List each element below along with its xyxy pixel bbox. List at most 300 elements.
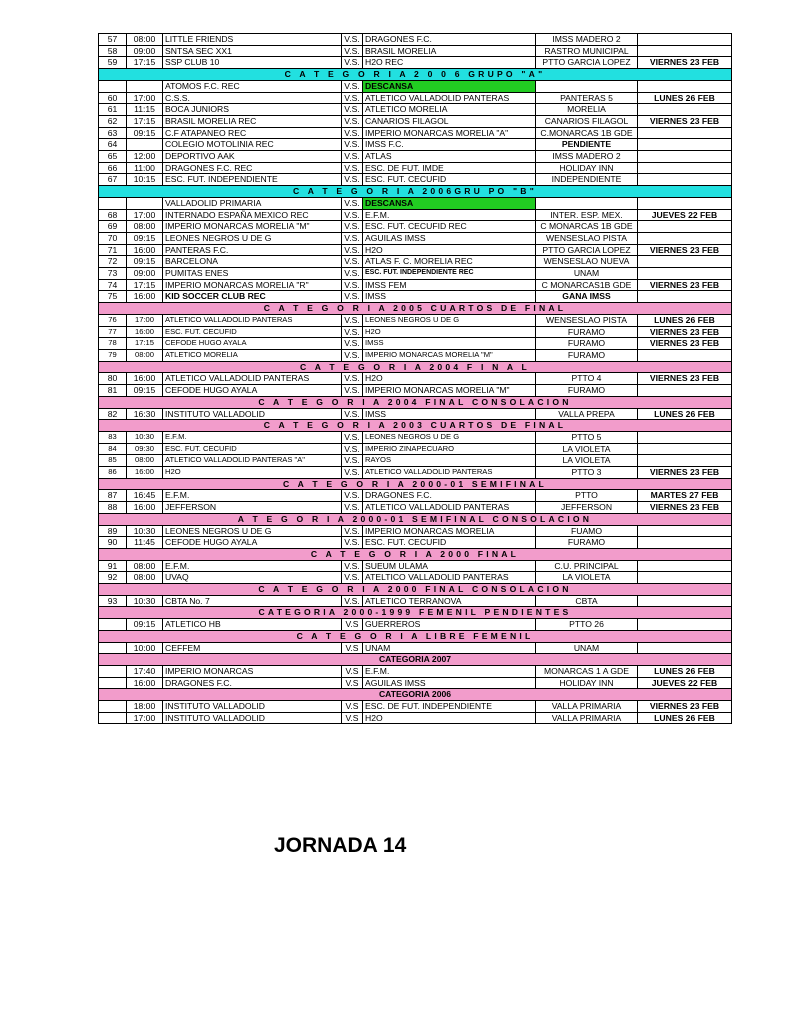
category-header: C A T E G O R I A LIBRE FEMENIL	[99, 630, 732, 642]
versus-label: V.S.	[342, 490, 363, 502]
match-row	[99, 431, 732, 443]
match-row	[99, 455, 732, 467]
venue: PTTO	[536, 490, 638, 502]
match-row	[99, 209, 732, 221]
match-row	[99, 127, 732, 139]
match-date: VIERNES 23 FEB	[638, 467, 732, 479]
match-number: 68	[99, 209, 127, 221]
versus-label: V.S.	[342, 595, 363, 607]
match-date: LUNES 26 FEB	[638, 92, 732, 104]
schedule-table	[98, 33, 732, 724]
match-time: 16:00	[127, 326, 163, 338]
away-team: ESC. DE FUT. INDEPENDIENTE	[363, 701, 536, 713]
versus-label: V.S.	[342, 431, 363, 443]
match-time: 17:00	[127, 314, 163, 326]
venue: FUAMO	[536, 525, 638, 537]
versus-label: V.S.	[342, 57, 363, 69]
category-header-row	[99, 689, 732, 701]
category-header: C A T E G O R I A 2000 FINAL CONSOLACION	[99, 584, 732, 596]
versus-label: V.S.	[342, 572, 363, 584]
category-header-row	[99, 607, 732, 619]
venue: VALLA PRIMARIA	[536, 701, 638, 713]
category-header: C A T E G O R I A 2003 CUARTOS DE FINAL	[99, 420, 732, 432]
home-team: E.F.M.	[163, 560, 342, 572]
venue: LA VIOLETA	[536, 443, 638, 455]
away-team: UNAM	[363, 642, 536, 654]
away-team: AGUILAS IMSS	[363, 677, 536, 689]
home-team: SNTSA SEC XX1	[163, 45, 342, 57]
match-row	[99, 326, 732, 338]
home-team: LEONES NEGROS U DE G	[163, 232, 342, 244]
match-row	[99, 314, 732, 326]
match-date	[638, 560, 732, 572]
home-team: IMPERIO MONARCAS MORELIA "M"	[163, 221, 342, 233]
match-number: 57	[99, 34, 127, 46]
match-number: 66	[99, 162, 127, 174]
venue: PENDIENTE	[536, 139, 638, 151]
match-date: VIERNES 23 FEB	[638, 502, 732, 514]
away-team: ESC. FUT. INDEPENDIENTE REC	[363, 268, 536, 280]
match-time: 10:15	[127, 174, 163, 186]
venue: HOLIDAY INN	[536, 162, 638, 174]
match-row	[99, 490, 732, 502]
home-team: DRAGONES F.C. REC	[163, 162, 342, 174]
venue: C MONARCAS1B GDE	[536, 279, 638, 291]
versus-label: V.S.	[342, 139, 363, 151]
match-time: 16:45	[127, 490, 163, 502]
match-number	[99, 197, 127, 209]
match-date: VIERNES 23 FEB	[638, 115, 732, 127]
home-team: CEFFEM	[163, 642, 342, 654]
match-date	[638, 537, 732, 549]
away-team: AGUILAS IMSS	[363, 232, 536, 244]
away-team: DESCANSA	[363, 80, 536, 92]
match-date	[638, 455, 732, 467]
venue: VALLA PREPA	[536, 408, 638, 420]
match-row	[99, 197, 732, 209]
match-time: 17:00	[127, 92, 163, 104]
venue: FURAMO	[536, 385, 638, 397]
home-team: CEFODE HUGO AYALA	[163, 338, 342, 350]
home-team: CEFODE HUGO AYALA	[163, 537, 342, 549]
match-date	[638, 256, 732, 268]
match-row	[99, 385, 732, 397]
match-row	[99, 221, 732, 233]
venue: PTTO 5	[536, 431, 638, 443]
match-row	[99, 115, 732, 127]
match-time: 08:00	[127, 221, 163, 233]
match-time: 11:45	[127, 537, 163, 549]
versus-label: V.S.	[342, 349, 363, 361]
venue: FURAMO	[536, 349, 638, 361]
versus-label: V.S.	[342, 385, 363, 397]
category-header: C A T E G O R I A 2005 CUARTOS DE FINAL	[99, 303, 732, 315]
category-header-row	[99, 186, 732, 198]
match-row	[99, 92, 732, 104]
away-team: E.F.M.	[363, 665, 536, 677]
versus-label: V.S.	[342, 268, 363, 280]
home-team: LEONES NEGROS U DE G	[163, 525, 342, 537]
home-team: SSP CLUB 10	[163, 57, 342, 69]
category-header-row	[99, 513, 732, 525]
category-header: C A T E G O R I A 2000 FINAL	[99, 548, 732, 560]
venue: INTER. ESP. MEX.	[536, 209, 638, 221]
match-date: LUNES 26 FEB	[638, 408, 732, 420]
match-time: 17:00	[127, 712, 163, 724]
match-row	[99, 701, 732, 713]
category-header: C A T E G O R I A 2 0 0 6 GRUPO "A"	[99, 69, 732, 81]
match-time: 16:30	[127, 408, 163, 420]
match-row	[99, 665, 732, 677]
home-team: KID SOCCER CLUB REC	[163, 291, 342, 303]
home-team: DEPORTIVO AAK	[163, 151, 342, 163]
venue: INDEPENDIENTE	[536, 174, 638, 186]
versus-label: V.S.	[342, 244, 363, 256]
match-number: 62	[99, 115, 127, 127]
match-date	[638, 127, 732, 139]
away-team: IMPERIO MONARCAS MORELIA "M"	[363, 349, 536, 361]
match-row	[99, 268, 732, 280]
venue: C.U. PRINCIPAL	[536, 560, 638, 572]
away-team: ATLETICO VALLADOLID PANTERAS	[363, 92, 536, 104]
match-time: 10:30	[127, 525, 163, 537]
match-time: 08:00	[127, 455, 163, 467]
away-team: GUERREROS	[363, 619, 536, 631]
match-row	[99, 139, 732, 151]
home-team: INTERNADO ESPAÑA MEXICO REC	[163, 209, 342, 221]
match-number: 79	[99, 349, 127, 361]
match-row	[99, 525, 732, 537]
match-number: 88	[99, 502, 127, 514]
jornada-title: JORNADA 14	[274, 834, 407, 857]
match-time: 10:00	[127, 642, 163, 654]
versus-label: V.S.	[342, 525, 363, 537]
match-row	[99, 677, 732, 689]
away-team: ESC. FUT. CECUFID	[363, 537, 536, 549]
venue	[536, 197, 638, 209]
home-team: INSTITUTO VALLADOLID	[163, 712, 342, 724]
away-team: IMPERIO ZINAPECUARO	[363, 443, 536, 455]
match-date	[638, 232, 732, 244]
away-team: RAYOS	[363, 455, 536, 467]
home-team: ATLETICO MORELIA	[163, 349, 342, 361]
versus-label: V.S.	[342, 455, 363, 467]
match-date	[638, 45, 732, 57]
category-header: C A T E G O R I A 2006GRU PO "B"	[99, 186, 732, 198]
match-number: 82	[99, 408, 127, 420]
match-number: 92	[99, 572, 127, 584]
match-number: 77	[99, 326, 127, 338]
versus-label: V.S.	[342, 162, 363, 174]
match-row	[99, 291, 732, 303]
versus-label: V.S.	[342, 232, 363, 244]
match-time: 17:15	[127, 57, 163, 69]
match-number: 78	[99, 338, 127, 350]
home-team: INSTITUTO VALLADOLID	[163, 408, 342, 420]
match-date: VIERNES 23 FEB	[638, 701, 732, 713]
match-date	[638, 104, 732, 116]
away-team: IMSS	[363, 338, 536, 350]
category-header: CATEGORIA 2006	[99, 689, 732, 701]
match-number: 84	[99, 443, 127, 455]
match-time: 09:15	[127, 385, 163, 397]
match-date	[638, 162, 732, 174]
versus-label: V.S.	[342, 45, 363, 57]
home-team: E.F.M.	[163, 490, 342, 502]
match-number: 63	[99, 127, 127, 139]
versus-label: V.S	[342, 677, 363, 689]
match-date	[638, 572, 732, 584]
match-row	[99, 502, 732, 514]
versus-label: V.S.	[342, 467, 363, 479]
venue: IMSS MADERO 2	[536, 151, 638, 163]
match-row	[99, 244, 732, 256]
category-header-row	[99, 420, 732, 432]
match-date	[638, 80, 732, 92]
match-date: LUNES 26 FEB	[638, 712, 732, 724]
home-team: LITTLE FRIENDS	[163, 34, 342, 46]
venue: JEFFERSON	[536, 502, 638, 514]
match-row	[99, 104, 732, 116]
home-team: CEFODE HUGO AYALA	[163, 385, 342, 397]
venue: C MONARCAS 1B GDE	[536, 221, 638, 233]
category-header: CATEGORIA 2007	[99, 654, 732, 666]
match-number: 75	[99, 291, 127, 303]
match-number	[99, 619, 127, 631]
match-number: 87	[99, 490, 127, 502]
match-time: 16:00	[127, 677, 163, 689]
versus-label: V.S.	[342, 408, 363, 420]
match-row	[99, 443, 732, 455]
venue: WENSESLAO PISTA	[536, 232, 638, 244]
versus-label: V.S.	[342, 537, 363, 549]
home-team: CBTA No. 7	[163, 595, 342, 607]
venue: WENSESLAO PISTA	[536, 314, 638, 326]
match-date	[638, 349, 732, 361]
home-team: C.F ATAPANEO REC	[163, 127, 342, 139]
away-team: DRAGONES F.C.	[363, 34, 536, 46]
away-team: ATLETICO TERRANOVA	[363, 595, 536, 607]
match-row	[99, 162, 732, 174]
match-time: 09:00	[127, 268, 163, 280]
match-date	[638, 174, 732, 186]
match-number	[99, 677, 127, 689]
versus-label: V.S.	[342, 209, 363, 221]
category-header-row	[99, 303, 732, 315]
match-number	[99, 665, 127, 677]
match-time: 16:00	[127, 373, 163, 385]
match-row	[99, 338, 732, 350]
versus-label: V.S.	[342, 34, 363, 46]
match-number: 81	[99, 385, 127, 397]
home-team: VALLADOLID PRIMARIA	[163, 197, 342, 209]
venue: PANTERAS 5	[536, 92, 638, 104]
versus-label: V.S.	[342, 279, 363, 291]
match-date: VIERNES 23 FEB	[638, 279, 732, 291]
venue: CBTA	[536, 595, 638, 607]
match-date: VIERNES 23 FEB	[638, 57, 732, 69]
match-row	[99, 57, 732, 69]
away-team: DRAGONES F.C.	[363, 490, 536, 502]
home-team: ATLETICO HB	[163, 619, 342, 631]
category-header: CATEGORIA 2000-1999 FEMENIL PENDIENTES	[99, 607, 732, 619]
match-number	[99, 701, 127, 713]
versus-label: V.S.	[342, 197, 363, 209]
match-number: 91	[99, 560, 127, 572]
match-row	[99, 560, 732, 572]
versus-label: V.S.	[342, 80, 363, 92]
match-row	[99, 572, 732, 584]
home-team: ATLETICO VALLADOLID PANTERAS	[163, 373, 342, 385]
match-date	[638, 385, 732, 397]
match-time: 12:00	[127, 151, 163, 163]
away-team: H2O REC	[363, 57, 536, 69]
match-number: 80	[99, 373, 127, 385]
match-date	[638, 642, 732, 654]
match-row	[99, 45, 732, 57]
away-team: H2O	[363, 373, 536, 385]
venue: PTTO 3	[536, 467, 638, 479]
match-date	[638, 595, 732, 607]
home-team: BRASIL MORELIA REC	[163, 115, 342, 127]
home-team: PANTERAS F.C.	[163, 244, 342, 256]
match-time: 08:00	[127, 34, 163, 46]
venue: PTTO GARCIA LOPEZ	[536, 57, 638, 69]
venue: VALLA PRIMARIA	[536, 712, 638, 724]
venue	[536, 80, 638, 92]
versus-label: V.S.	[342, 92, 363, 104]
category-header-row	[99, 396, 732, 408]
category-header-row	[99, 548, 732, 560]
match-row	[99, 174, 732, 186]
match-row	[99, 537, 732, 549]
match-date: LUNES 26 FEB	[638, 314, 732, 326]
versus-label: V.S.	[342, 221, 363, 233]
home-team: INSTITUTO VALLADOLID	[163, 701, 342, 713]
away-team: ATLETICO VALLADOLID PANTERAS	[363, 467, 536, 479]
versus-label: V.S.	[342, 373, 363, 385]
match-time: 17:00	[127, 209, 163, 221]
match-time	[127, 80, 163, 92]
away-team: ESC. DE FUT. IMDE	[363, 162, 536, 174]
match-date	[638, 291, 732, 303]
venue: FURAMO	[536, 326, 638, 338]
away-team: IMPERIO MONARCAS MORELIA "A"	[363, 127, 536, 139]
versus-label: V.S.	[342, 338, 363, 350]
match-time: 09:15	[127, 232, 163, 244]
versus-label: V.S.	[342, 115, 363, 127]
match-number: 64	[99, 139, 127, 151]
versus-label: V.S	[342, 712, 363, 724]
match-time: 11:00	[127, 162, 163, 174]
away-team: H2O	[363, 326, 536, 338]
home-team: COLEGIO MOTOLINIA REC	[163, 139, 342, 151]
match-row	[99, 595, 732, 607]
match-number: 60	[99, 92, 127, 104]
home-team: ESC. FUT. CECUFID	[163, 326, 342, 338]
away-team: H2O	[363, 244, 536, 256]
match-time: 16:00	[127, 502, 163, 514]
away-team: LEONES NEGROS U DE G	[363, 314, 536, 326]
match-time: 18:00	[127, 701, 163, 713]
away-team: IMSS F.C.	[363, 139, 536, 151]
match-time	[127, 197, 163, 209]
match-date	[638, 151, 732, 163]
away-team: IMSS FEM	[363, 279, 536, 291]
match-row	[99, 80, 732, 92]
venue: RASTRO MUNICIPAL	[536, 45, 638, 57]
versus-label: V.S.	[342, 326, 363, 338]
away-team: ATLAS	[363, 151, 536, 163]
home-team: UVAQ	[163, 572, 342, 584]
category-header: C A T E G O R I A 2004 F I N A L	[99, 361, 732, 373]
match-row	[99, 712, 732, 724]
match-number: 86	[99, 467, 127, 479]
away-team: BRASIL MORELIA	[363, 45, 536, 57]
home-team: PUMITAS ENES	[163, 268, 342, 280]
home-team: ATLETICO VALLADOLID PANTERAS "A"	[163, 455, 342, 467]
away-team: ATLAS F. C. MORELIA REC	[363, 256, 536, 268]
away-team: ESC. FUT. CECUFID	[363, 174, 536, 186]
venue: UNAM	[536, 268, 638, 280]
away-team: ATELTICO VALLADOLID PANTERAS	[363, 572, 536, 584]
versus-label: V.S.	[342, 560, 363, 572]
versus-label: V.S	[342, 665, 363, 677]
category-header-row	[99, 584, 732, 596]
away-team: ATLETICO VALLADOLID PANTERAS	[363, 502, 536, 514]
match-number: 72	[99, 256, 127, 268]
match-time: 16:00	[127, 291, 163, 303]
match-number: 70	[99, 232, 127, 244]
match-number	[99, 712, 127, 724]
match-time: 10:30	[127, 595, 163, 607]
match-row	[99, 373, 732, 385]
match-date	[638, 525, 732, 537]
venue: PTTO 26	[536, 619, 638, 631]
match-date: LUNES 26 FEB	[638, 665, 732, 677]
match-number: 89	[99, 525, 127, 537]
away-team: E.F.M.	[363, 209, 536, 221]
match-row	[99, 256, 732, 268]
match-row	[99, 349, 732, 361]
match-number: 59	[99, 57, 127, 69]
match-time: 09:15	[127, 127, 163, 139]
versus-label: V.S.	[342, 151, 363, 163]
match-date	[638, 619, 732, 631]
versus-label: V.S	[342, 619, 363, 631]
match-number: 83	[99, 431, 127, 443]
versus-label: V.S.	[342, 104, 363, 116]
venue: PTTO GARCIA LOPEZ	[536, 244, 638, 256]
match-number: 74	[99, 279, 127, 291]
away-team: DESCANSA	[363, 197, 536, 209]
home-team: ESC. FUT. INDEPENDIENTE	[163, 174, 342, 186]
match-row	[99, 642, 732, 654]
away-team: CANARIOS FILAGOL	[363, 115, 536, 127]
match-number	[99, 642, 127, 654]
match-row	[99, 151, 732, 163]
match-date: VIERNES 23 FEB	[638, 244, 732, 256]
home-team: IMPERIO MONARCAS MORELIA "R"	[163, 279, 342, 291]
home-team: DRAGONES F.C.	[163, 677, 342, 689]
match-time: 16:00	[127, 244, 163, 256]
match-date	[638, 34, 732, 46]
category-header: C A T E G O R I A 2000-01 SEMIFINAL	[99, 478, 732, 490]
venue: LA VIOLETA	[536, 455, 638, 467]
home-team: E.F.M.	[163, 431, 342, 443]
match-row	[99, 34, 732, 46]
away-team: IMSS	[363, 291, 536, 303]
